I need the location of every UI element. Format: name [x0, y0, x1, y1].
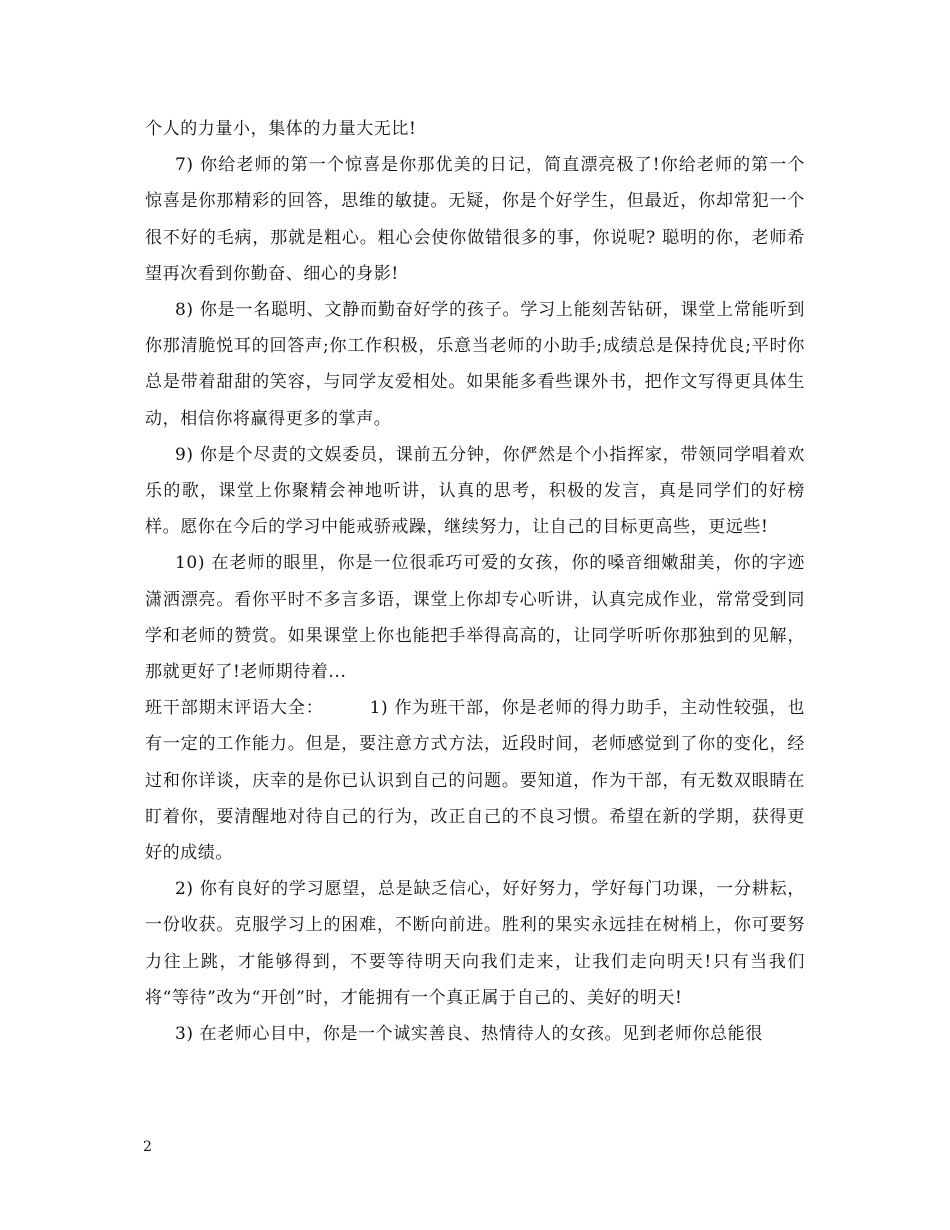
- paragraph-item-1: 1) 作为班干部，你是老师的得力助手，主动性较强，也有一定的工作能力。但是，要注意方式方法，近段时间，老师感觉到了你的变化，经过和你详谈，庆幸的是你已认识到自己的问题。要知道，作为干部，有无数双眼睛在盯着你，要清醒地对待自己的行为，改正自己的不良习惯。希望在新的学期，获得更好的成绩。: [145, 698, 806, 864]
- page-number: 2: [143, 1139, 152, 1155]
- section-heading: 班干部期末评语大全：: [145, 698, 324, 719]
- paragraph-continuation: 个人的力量小，集体的力量大无比!: [145, 119, 417, 139]
- section-paragraph: [145, 690, 805, 871]
- paragraph-item-8: 8) 你是一名聪明、文静而勤奋好学的孩子。学习上能刻苦钻研，课堂上常能听到你那清脆悦耳的回答声;你工作积极，乐意当老师的小助手;成绩总是保持优良;平时你总是带着甜甜的笑容，与同学友爱相处。如果能多看些课外书，把作文写得更具体生动，相信你将赢得更多的掌声。: [145, 300, 805, 429]
- paragraph-item-2: 2) 你有良好的学习愿望，总是缺乏信心，好好努力，学好每门功课，一分耕耘，一份收获。克服学习上的困难，不断向前进。胜利的果实永远挂在树梢上，你可要努力往上跳，才能够得到，不要等待明天向我们走来，让我们走向明天!只有当我们将“等待”改为“开创”时，才能拥有一个真正属于自己的、美好的明天!: [145, 879, 805, 1008]
- document-body: [145, 111, 805, 1052]
- paragraph-item-10: 10) 在老师的眼里，你是一位很乖巧可爱的女孩，你的嗓音细嫩甜美，你的字迹潇洒漂亮。看你平时不多言多语，课堂上你却专心听讲，认真完成作业，常常受到同学和老师的赞赏。如果课堂上你也能把手举得高高的，让同学听听你那独到的见解，那就更好了!老师期待着...: [145, 553, 805, 683]
- paragraph-item-7: 7) 你给老师的第一个惊喜是你那优美的日记，简直漂亮极了!你给老师的第一个惊喜是你那精彩的回答，思维的敏捷。无疑，你是个好学生，但最近，你却常犯一个很不好的毛病，那就是粗心。粗心会使你做错很多的事，你说呢? 聪明的你，老师希望再次看到你勤奋、细心的身影!: [145, 155, 805, 284]
- paragraph-item-9: 9) 你是个尽责的文娱委员，课前五分钟，你俨然是个小指挥家，带领同学唱着欢乐的歌，课堂上你聚精会神地听讲，认真的思考，积极的发言，真是同学们的好榜样。愿你在今后的学习中能戒骄戒躁，继续努力，让自己的目标更高些，更远些!: [145, 444, 805, 538]
- paragraph-item-3: 3) 在老师心目中，你是一个诚实善良、热情待人的女孩。见到老师你总能很: [175, 1024, 763, 1045]
